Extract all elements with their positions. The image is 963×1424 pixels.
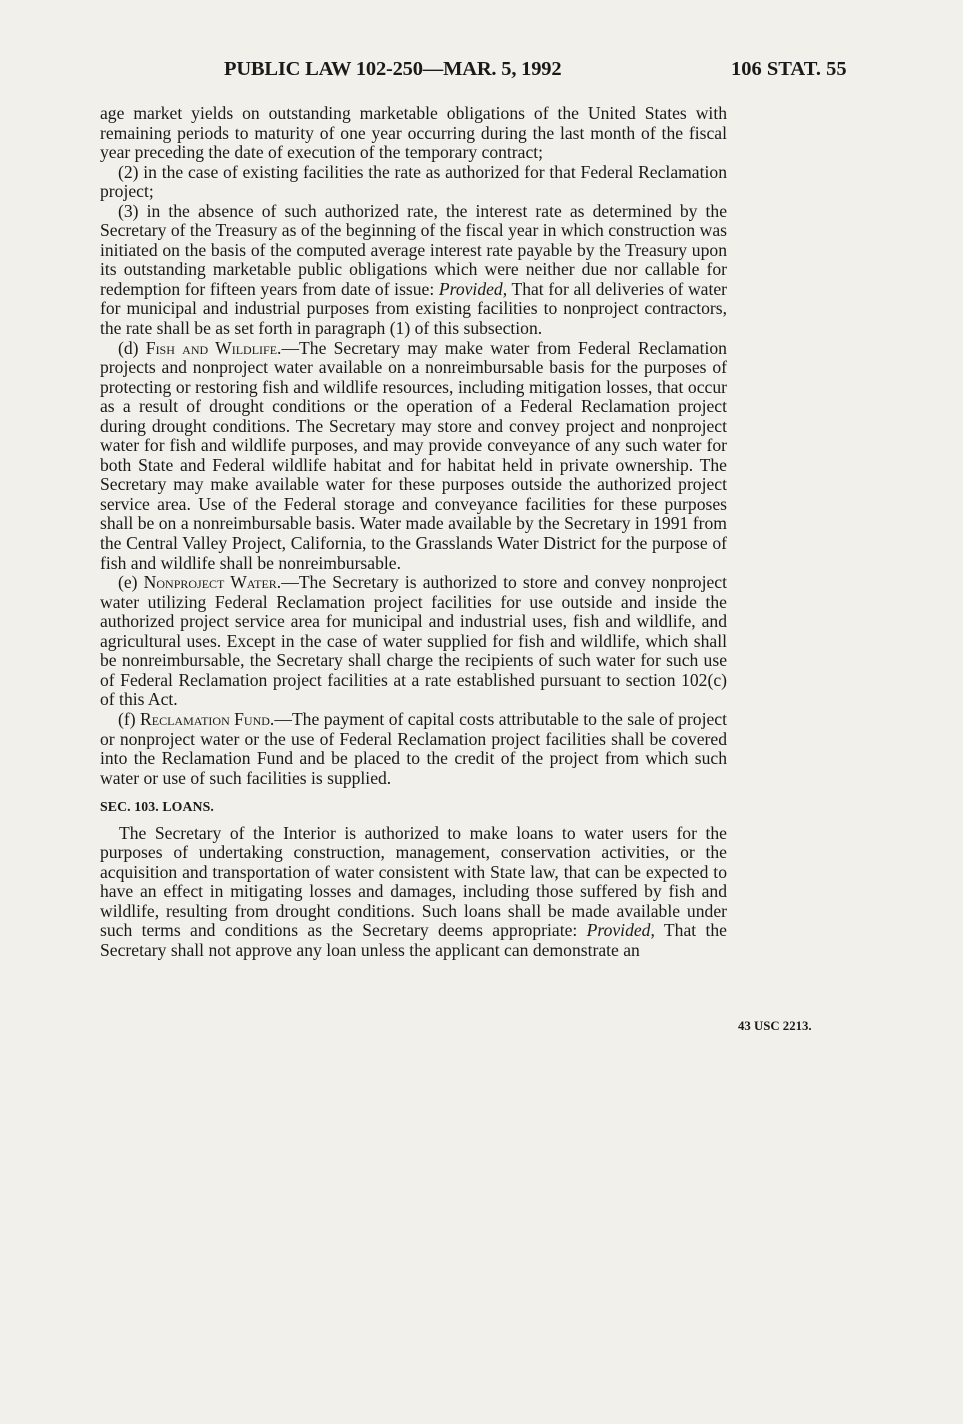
body-text	[100, 104, 727, 961]
subsection-d-fish-and-wildlife: (d) Fish and Wildlife.—The Secretary may make water from Federal Reclamation projects and nonproject water available on a nonreimbursable basis for the purposes of protecting or restoring fish and wildlife resources, including mitigation losses, that occur as a result of drought conditions or the operation of a Federal Reclamation project during drought conditions. The Secretary may store and convey project and nonproject water for fish and wildlife purposes, and may provide conveyance of any such water for both State and Federal wildlife habitat and for habitat held in private ownership. The Secretary may make available water for these purposes outside the authorized project service area. Use of the Federal storage and conveyance facilities for these purposes shall be on a nonreimbursable basis. Water made available by the Secretary in 1991 from the Central Valley Project, California, to the Grasslands Water District for the purpose of fish and wildlife shall be nonreimbursable.	[100, 337, 727, 573]
provided-italic: Provided,	[438, 278, 508, 299]
paragraph-3: (3) in the absence of such authorized rate, the interest rate as determined by the Secretary of the Treasury as of the beginning of the fiscal year in which construction was initiated on the basis of the computed average interest rate payable by the Treasury upon its outstanding marketable public obligations which were neither due nor callable for redemption for fifteen years from date of issue: Provided, That for all deliveries of water for municipal and industrial purposes from existing facilities to nonproject contractors, the rate shall be as set forth in paragraph (1) of this subsection.	[100, 200, 728, 339]
section-103-heading: SEC. 103. LOANS.	[100, 799, 214, 815]
running-header-title: PUBLIC LAW 102-250—MAR. 5, 1992	[224, 58, 562, 80]
page-stat-reference: 106 STAT. 55	[731, 58, 847, 80]
subsection-e-heading: Nonproject Water.	[143, 572, 282, 593]
subsection-e-nonproject-water: (e) Nonproject Water.—The Secretary is authorized to store and convey nonproject water utilizing Federal Reclamation project facilities for use outside and inside the authorized project service area for municipal and industrial uses, fish and wildlife, and agricultural uses. Except in the case of water supplied for fish and wildlife, which shall be nonreimbursable, the Secretary shall charge the recipients of such water for such use of Federal Reclamation project facilities at a rate established pursuant to section 102(c) of this Act.	[100, 572, 727, 710]
subsection-f-heading: Reclamation Fund.	[140, 708, 275, 729]
subsection-f-reclamation-fund: (f) Reclamation Fund.—The payment of capital costs attributable to the sale of project or nonproject water or the use of Federal Reclamation project facilities shall be covered into the Reclamation Fund and be placed to the credit of the project from which such water or use of such facilities is supplied.	[100, 708, 727, 788]
provided-italic: Provided,	[586, 920, 655, 941]
paragraph-2: (2) in the case of existing facilities the rate as authorized for that Federal Reclamation project;	[100, 161, 727, 202]
subsection-d-heading: Fish and Wildlife.	[145, 337, 282, 358]
paragraph-continuation: age market yields on outstanding marketable obligations of the United States with remaining periods to maturity of one year occurring during the last month of the fiscal year preceding the date of execution of the temporary contract;	[100, 103, 727, 163]
section-103-text: The Secretary of the Interior is authorized to make loans to water users for the purposes of undertaking construction, management, conservation activities, or the acquisition and transportation of water consistent with State law, that can be expected to have an effect in mitigating losses and damages, including those suffered by fish and wildlife, resulting from drought conditions. Such loans shall be made available under such terms and conditions as the Secretary deems appropriate: Provided, That the Secretary shall not approve any loan unless the applicant can demonstrate an	[100, 822, 727, 960]
usc-margin-note: 43 USC 2213.	[738, 1019, 812, 1033]
